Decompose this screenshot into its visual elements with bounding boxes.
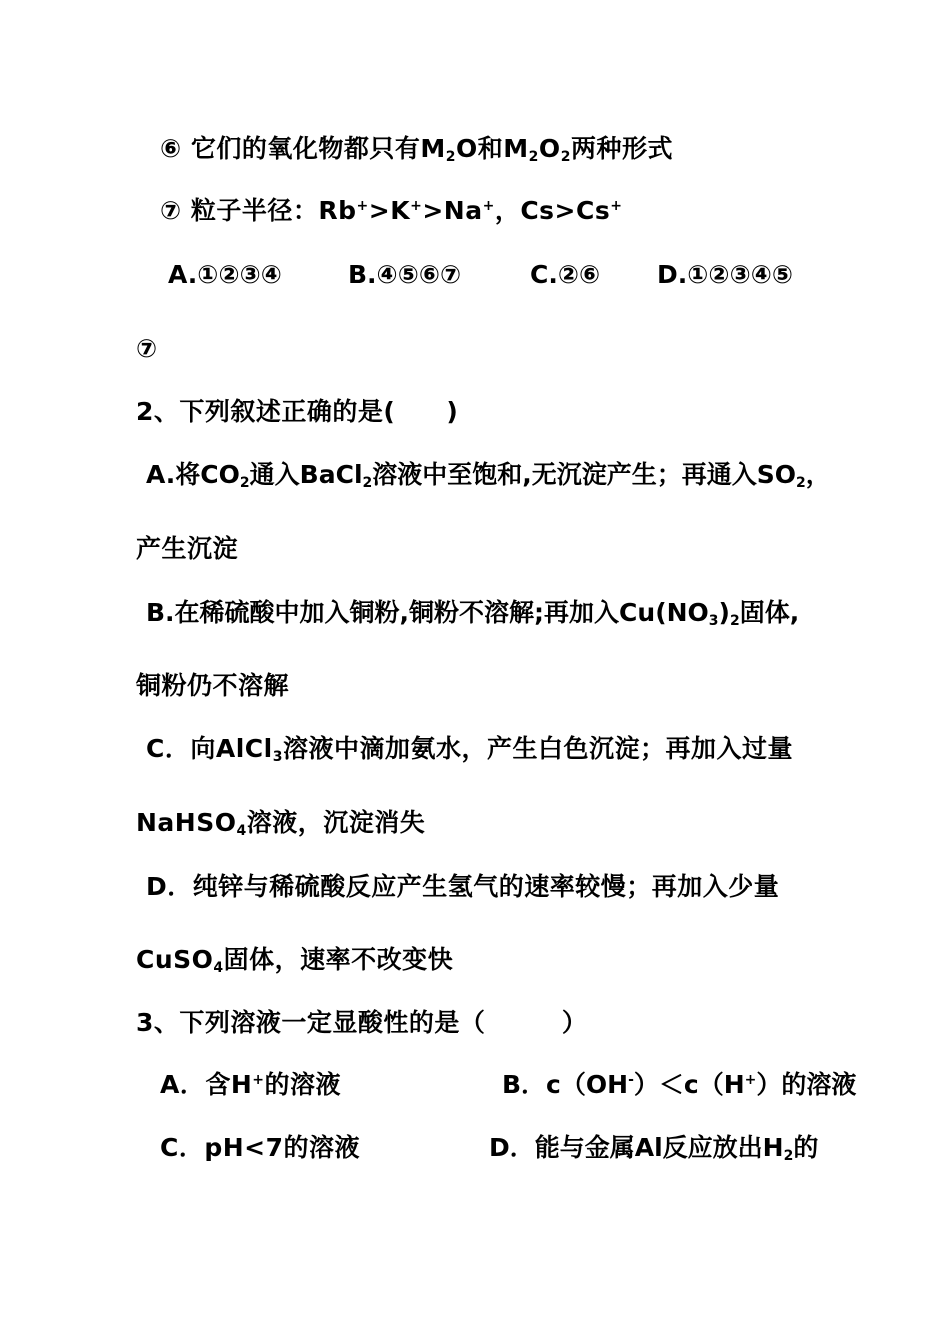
- q2-option-c-continued: NaHSO$_4$溶液，沉淀消失: [136, 808, 426, 839]
- q1-option-d-continued: ⑦: [136, 334, 158, 363]
- item-text: 它们的氧化物都只有$M_2O$和$M_2O_2$两种形式: [190, 134, 673, 165]
- q1-option-b: B.④⑤⑥⑦: [348, 260, 462, 289]
- q2-option-d-continued: CuSO$_4$固体，速率不改变快: [136, 945, 454, 976]
- q3-stem: 3、下列溶液一定显酸性的是（ ）: [136, 1008, 588, 1037]
- q2-option-a: A.将$CO_2$通入BaCl$_2$溶液中至饱和,无沉淀产生；再通入$SO_2$，: [146, 460, 831, 491]
- q3-option-a: A．含H+的溶液: [160, 1070, 342, 1099]
- q1-item-6: [160, 134, 673, 164]
- q2-option-c: C．向AlCl$_3$溶液中滴加氨水，产生白色沉淀；再加入过量: [146, 734, 793, 765]
- q2-option-b-continued: 铜粉仍不溶解: [136, 671, 290, 700]
- q2-option-d: D．纯锌与稀硫酸反应产生氢气的速率较慢；再加入少量: [146, 872, 780, 901]
- item-number: ⑥: [160, 134, 182, 163]
- item-number: ⑦: [160, 196, 182, 225]
- q2-option-a-continued: 产生沉淀: [136, 534, 239, 563]
- q1-option-c: C.②⑥: [530, 260, 601, 289]
- q3-option-d: D．能与金属Al反应放出$H_2$的: [489, 1133, 819, 1164]
- q1-item-7: [160, 196, 622, 226]
- q3-option-c: C．pH<7的溶液: [160, 1133, 361, 1162]
- q1-option-a: A.①②③④: [168, 260, 282, 289]
- q2-option-b: B.在稀硫酸中加入铜粉,铜粉不溶解;再加入$Cu(NO_3)_2$固体,: [146, 598, 800, 629]
- q2-stem: 2、下列叙述正确的是( ): [136, 397, 459, 426]
- q3-option-b: B．c（OH-）＜c（H+）的溶液: [502, 1070, 857, 1099]
- item-text: 粒子半径：Rb+>K+>Na+，Cs>Cs+: [190, 196, 623, 225]
- q1-option-d: D.①②③④⑤: [657, 260, 794, 289]
